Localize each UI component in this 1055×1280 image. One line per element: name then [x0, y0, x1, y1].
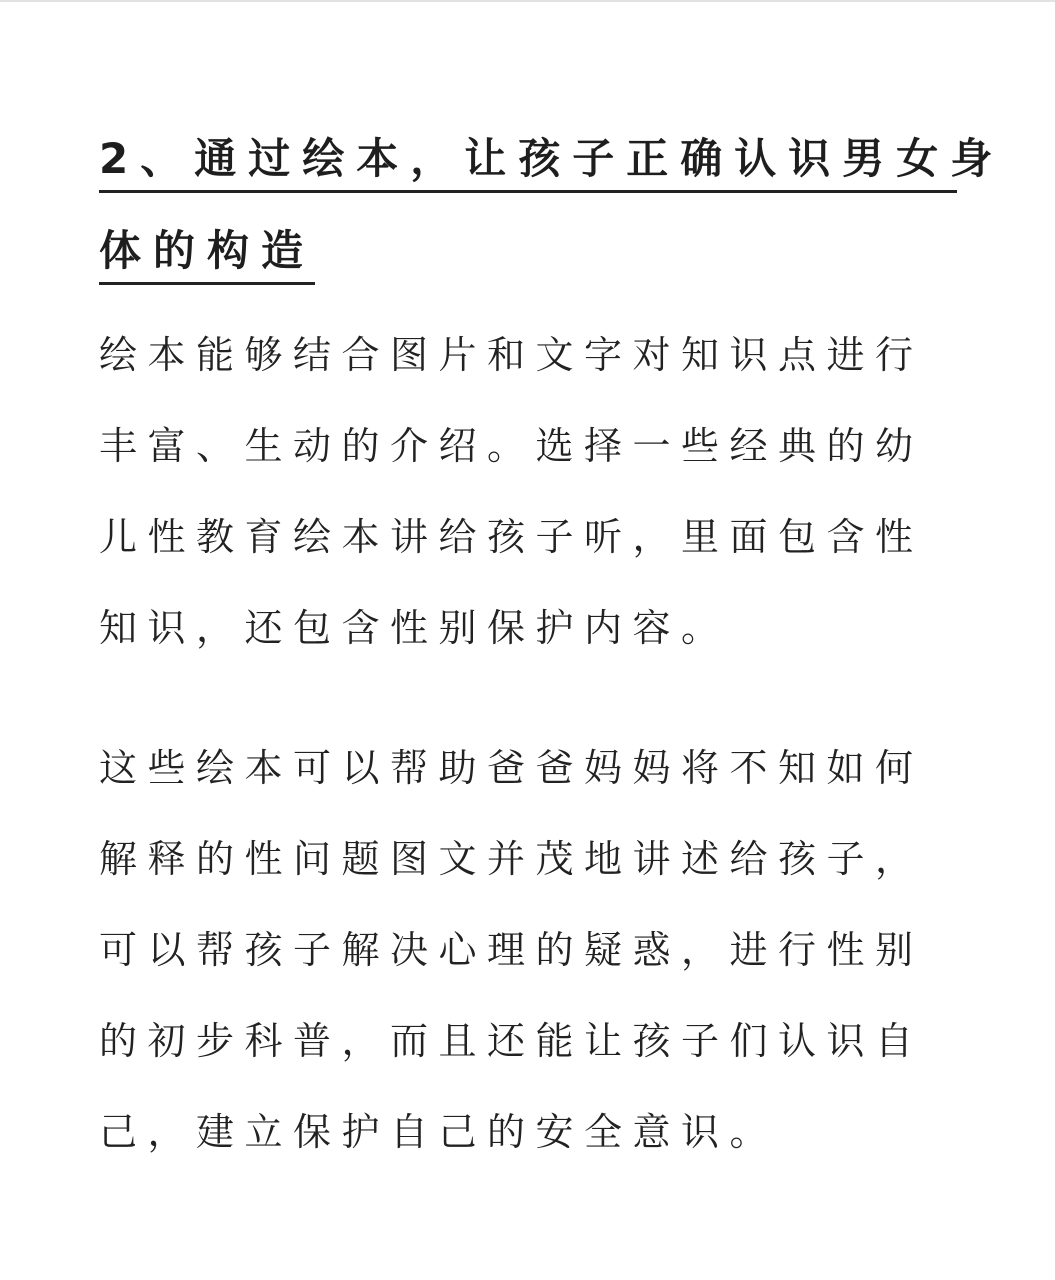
section-heading-row-1 — [99, 130, 1005, 222]
article-content — [99, 130, 1005, 1178]
paragraph-2 — [99, 723, 969, 1178]
paragraph-line: 的初步科普，而且还能让孩子们认识自 — [99, 1019, 924, 1063]
section-heading-line-1: 2、通过绘本，让孩子正确认识男女身 — [99, 130, 957, 193]
paragraph-line: 这些绘本可以帮助爸爸妈妈将不知如何 — [99, 746, 924, 790]
paragraph-line: 解释的性问题图文并茂地讲述给孩子， — [99, 837, 924, 881]
paragraph-spacer — [99, 674, 959, 723]
top-divider — [0, 0, 1055, 2]
paragraph-line: 丰富、生动的介绍。选择一些经典的幼 — [99, 424, 924, 468]
paragraph-1 — [99, 310, 969, 674]
section-heading-row-2 — [99, 222, 959, 310]
section-heading-line-2: 体的构造 — [99, 222, 315, 285]
paragraph-line: 可以帮孩子解决心理的疑惑，进行性别 — [99, 928, 924, 972]
paragraph-line: 绘本能够结合图片和文字对知识点进行 — [99, 333, 924, 377]
paragraph-line: 知识，还包含性别保护内容。 — [99, 606, 730, 650]
paragraph-line: 己，建立保护自己的安全意识。 — [99, 1110, 779, 1154]
paragraph-line: 儿性教育绘本讲给孩子听，里面包含性 — [99, 515, 924, 559]
